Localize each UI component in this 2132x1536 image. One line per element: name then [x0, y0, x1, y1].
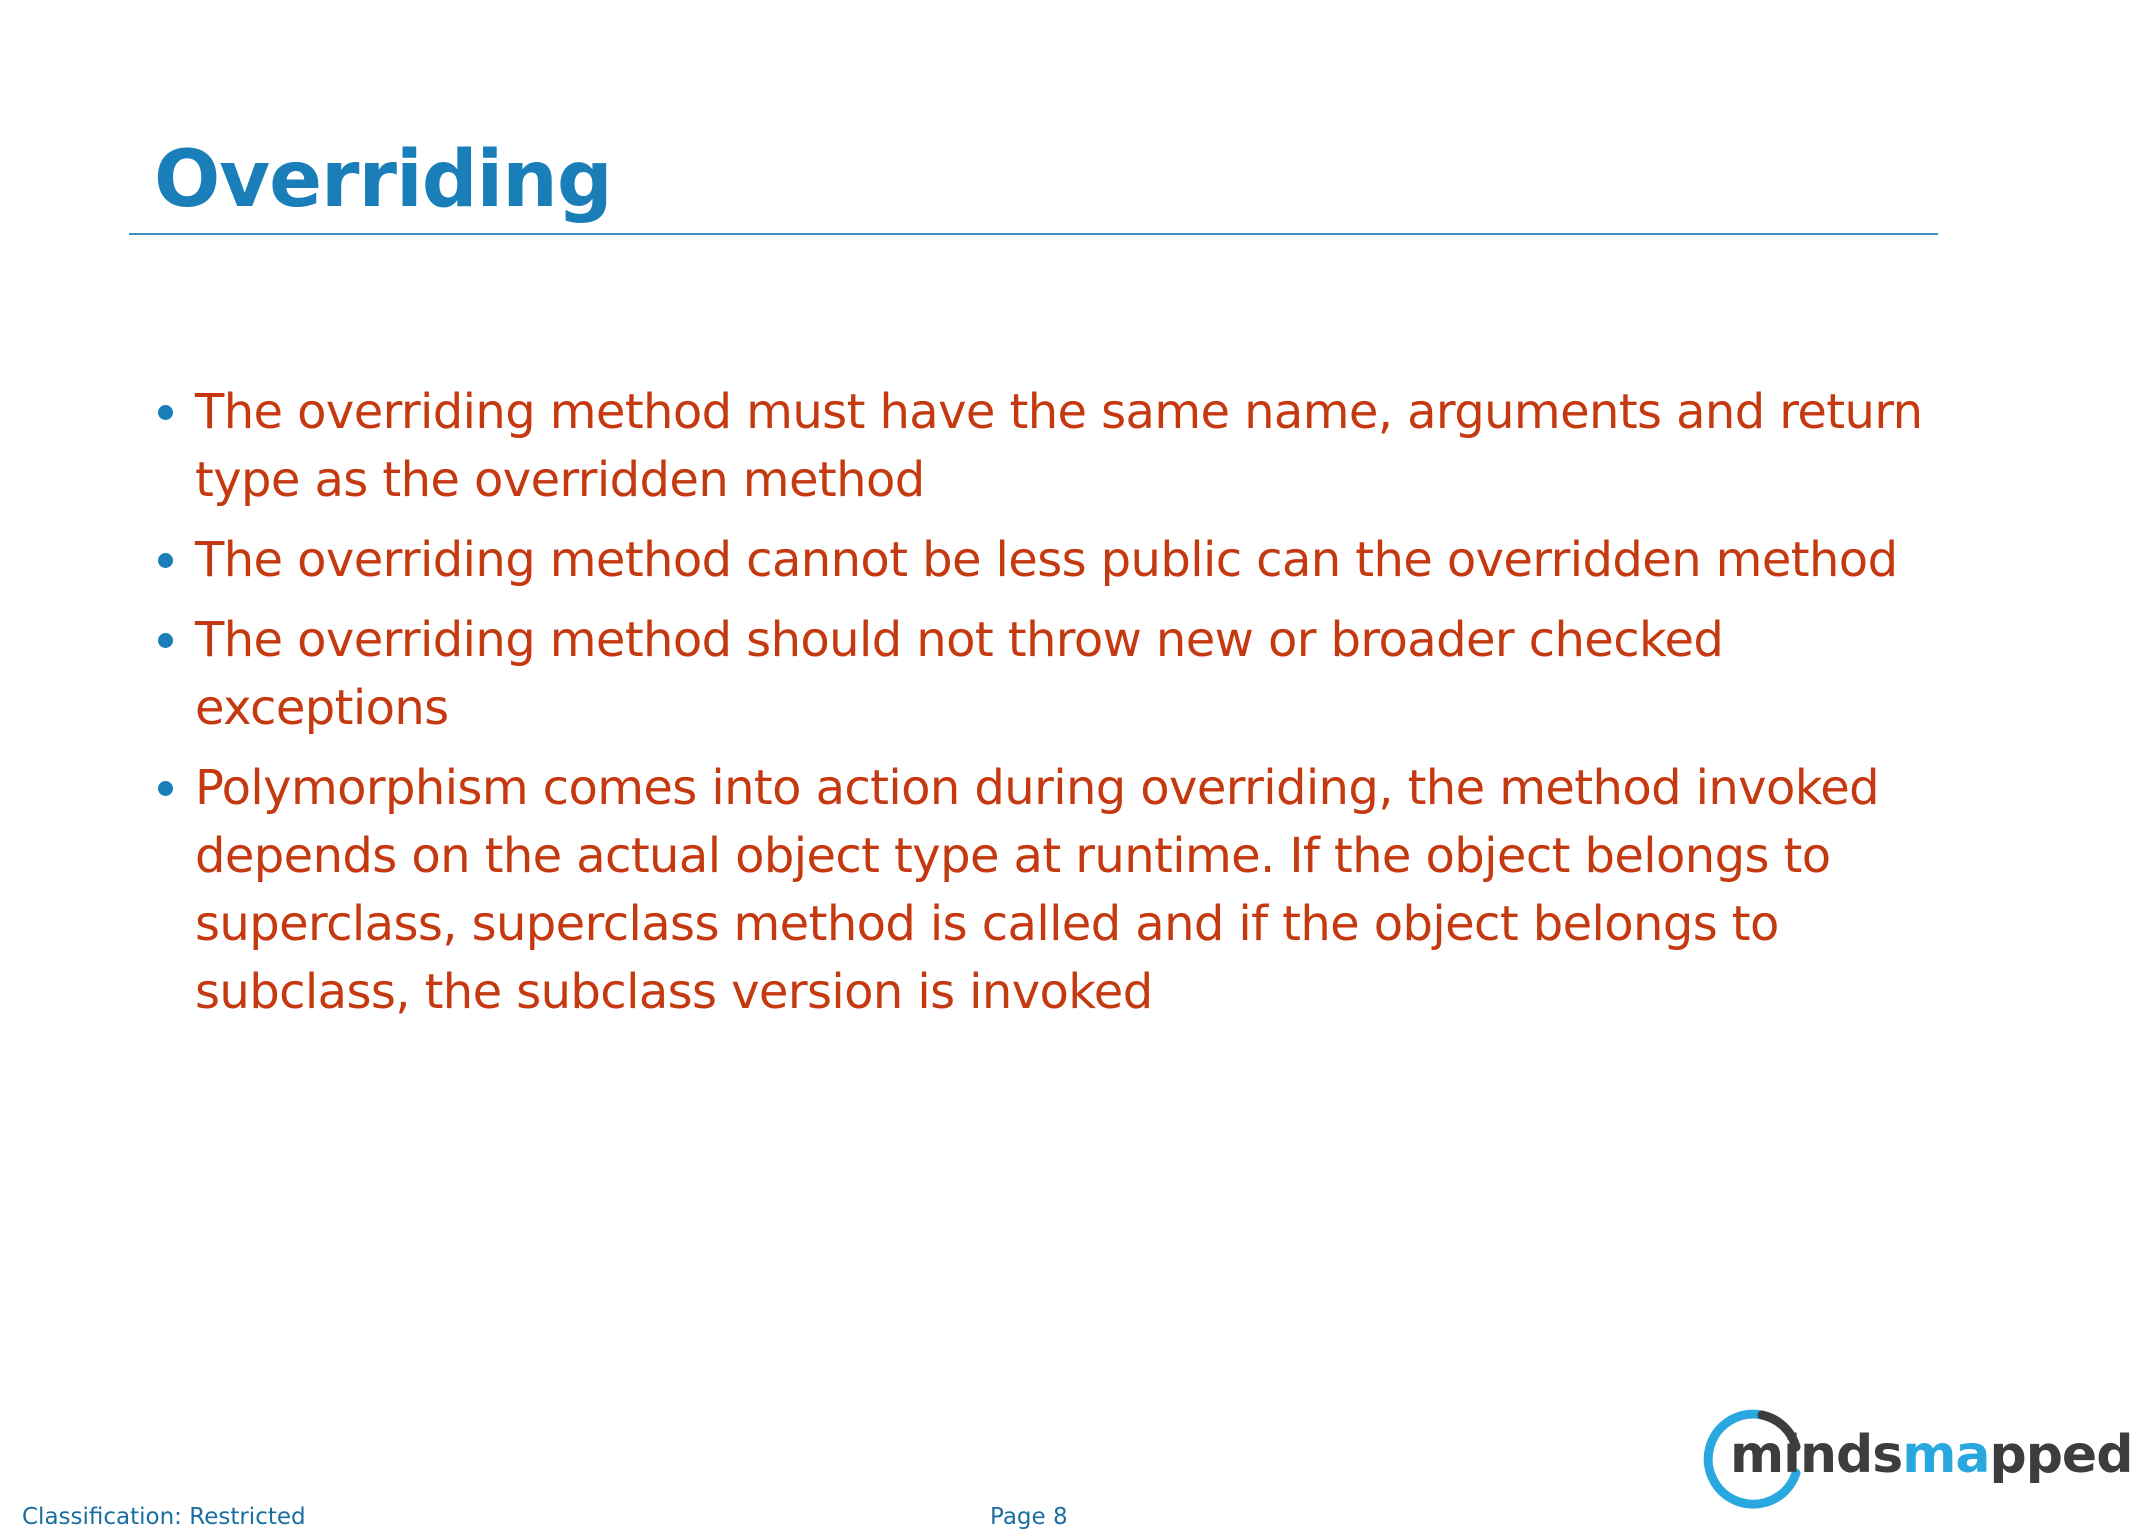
footer-page-number: Page 8 [990, 1504, 1068, 1530]
bullet-list [150, 378, 1940, 1038]
logo-text-minds: minds [1730, 1425, 1903, 1485]
bullet-dot-icon [158, 633, 173, 648]
mindsmapped-logo [1698, 1405, 2132, 1530]
bullet-dot-icon [158, 553, 173, 568]
bullet-item [150, 606, 1940, 742]
bullet-item [150, 526, 1940, 594]
bullet-text: The overriding method should not throw new or broader checked exceptions [195, 612, 1724, 736]
logo-wordmark [1730, 1425, 2132, 1485]
bullet-text: The overriding method cannot be less public can the overridden method [195, 532, 1898, 588]
bullet-text: Polymorphism comes into action during overriding, the method invoked depends on the actual object type at runtime. If the object belongs to superclass, superclass method is called and if the object belongs to subclass, the subclass version is invoked [195, 760, 1880, 1020]
bullet-item [150, 754, 1940, 1026]
slide-title: Overriding [154, 135, 612, 225]
bullet-text: The overriding method must have the same name, arguments and return type as the overridden method [195, 384, 1923, 508]
bullet-dot-icon [158, 405, 173, 420]
footer-classification: Classification: Restricted [22, 1504, 306, 1530]
logo-text-ma: ma [1902, 1425, 1990, 1485]
bullet-item [150, 378, 1940, 514]
bullet-dot-icon [158, 781, 173, 796]
logo-text-pped: pped [1989, 1425, 2132, 1485]
title-underline [129, 233, 1938, 235]
